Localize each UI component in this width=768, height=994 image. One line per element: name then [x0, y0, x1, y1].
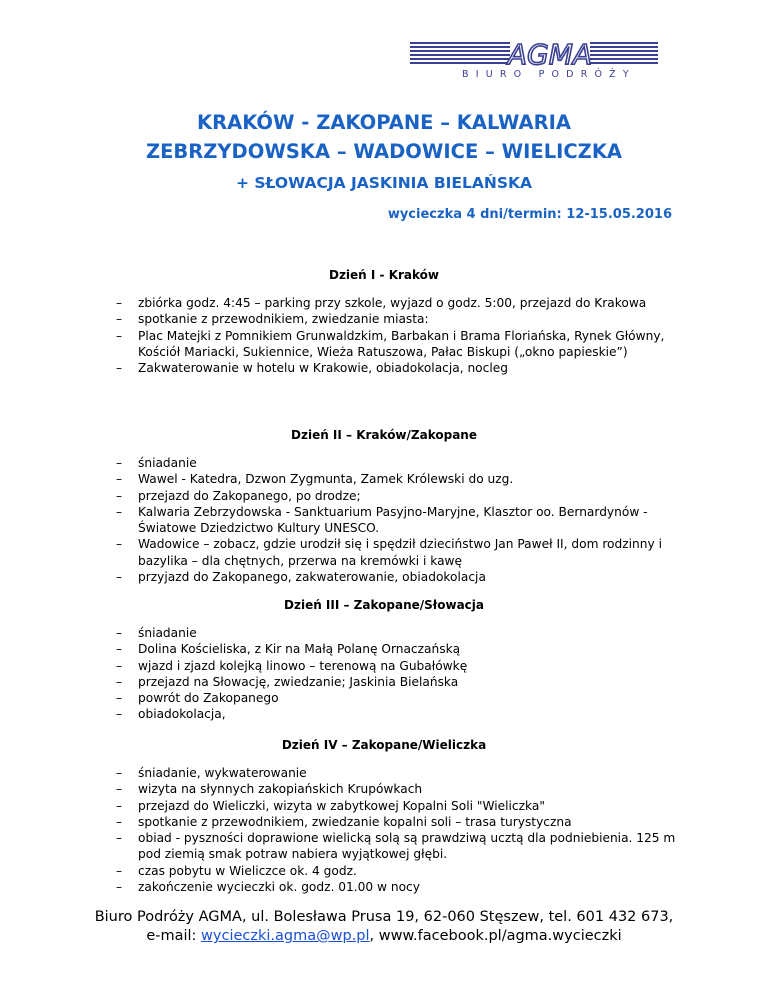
list-item: – śniadanie: [116, 455, 676, 471]
list-item: – spotkanie z przewodnikiem, zwiedzanie kopalni soli – trasa turystyczna: [116, 814, 676, 830]
subtitle: + SŁOWACJA JASKINIA BIELAŃSKA: [235, 174, 533, 192]
footer-contact: [40, 927, 728, 946]
list-item: – obiad - pyszności doprawione wielicką solą są prawdziwą ucztą dla podniebienia. 125 m pod ziemią smak potraw nabiera wyjątkowej głębi.: [116, 830, 676, 863]
list-item: – przejazd na Słowację, zwiedzanie; Jaskinia Bielańska: [116, 674, 676, 690]
footer: [40, 908, 728, 946]
list-item: – Wadowice – zobacz, gdzie urodził się i spędził dzieciństwo Jan Paweł II, dom rodzinny i bazylika – dla chętnych, przerwa na kremówki i kawę: [116, 536, 676, 569]
list-item: – śniadanie, wykwaterowanie: [116, 765, 676, 781]
logo-subtitle: BIURO PODRÓŻY: [462, 69, 636, 80]
email-link[interactable]: wycieczki.agma@wp.pl: [201, 928, 370, 944]
day-2-heading: Dzień II – Kraków/Zakopane: [291, 428, 477, 442]
list-item: – spotkanie z przewodnikiem, zwiedzanie miasta:: [116, 311, 676, 327]
list-item: – Zakwaterowanie w hotelu w Krakowie, obiadokolacja, nocleg: [116, 360, 676, 376]
day-1-list: [116, 295, 676, 376]
list-item: – śniadanie: [116, 625, 676, 641]
list-item: – Kalwaria Zebrzydowska - Sanktuarium Pasyjno-Maryjne, Klasztor oo. Bernardynów - Światowe Dziedzictwo Kultury UNESCO.: [116, 504, 676, 537]
day-1-heading: Dzień I - Kraków: [328, 268, 440, 282]
list-item: – wizyta na słynnych zakopiańskich Krupówkach: [116, 781, 676, 797]
day-3-list: [116, 625, 676, 723]
list-item: – Plac Matejki z Pomnikiem Grunwaldzkim, Barbakan i Brama Floriańska, Rynek Główny, Kościół Mariacki, Sukiennice, Wieża Ratuszowa, Pałac Biskupi („okno papieskie”): [116, 328, 676, 361]
list-item: – zakończenie wycieczki ok. godz. 01.00 w nocy: [116, 879, 676, 895]
day-4-list: [116, 765, 676, 895]
footer-email-prefix: e-mail:: [146, 928, 202, 944]
footer-address: Biuro Podróży AGMA, ul. Bolesława Prusa 19, 62-060 Stęszew, tel. 601 432 673,: [94, 909, 674, 925]
footer-facebook: , www.facebook.pl/agma.wycieczki: [369, 928, 622, 944]
list-item: – przejazd do Zakopanego, po drodze;: [116, 488, 676, 504]
list-item: – przyjazd do Zakopanego, zakwaterowanie, obiadokolacja: [116, 569, 676, 585]
list-item: – wjazd i zjazd kolejką linowo – terenową na Gubałówkę: [116, 658, 676, 674]
day-4-heading: Dzień IV – Zakopane/Wieliczka: [281, 738, 487, 752]
title-line-1: KRAKÓW - ZAKOPANE – KALWARIA: [196, 111, 571, 134]
list-item: – zbiórka godz. 4:45 – parking przy szkole, wyjazd o godz. 5:00, przejazd do Krakowa: [116, 295, 676, 311]
title-line-2: ZEBRZYDOWSKA – WADOWICE – WIELICZKA: [145, 140, 623, 163]
trip-info: wycieczka 4 dni/termin: 12-15.05.2016: [387, 207, 672, 222]
logo-text: AGMA: [507, 40, 593, 70]
list-item: – czas pobytu w Wieliczce ok. 4 godz.: [116, 863, 676, 879]
day-3-heading: Dzień III – Zakopane/Słowacja: [284, 598, 484, 612]
list-item: – Wawel - Katedra, Dzwon Zygmunta, Zamek Królewski do uzg.: [116, 471, 676, 487]
list-item: – powrót do Zakopanego: [116, 690, 676, 706]
list-item: – Dolina Kościeliska, z Kir na Małą Polanę Ornaczańską: [116, 641, 676, 657]
day-2-list: [116, 455, 676, 585]
list-item: – przejazd do Wieliczki, wizyta w zabytkowej Kopalni Soli "Wieliczka": [116, 798, 676, 814]
list-item: – obiadokolacja,: [116, 706, 676, 722]
